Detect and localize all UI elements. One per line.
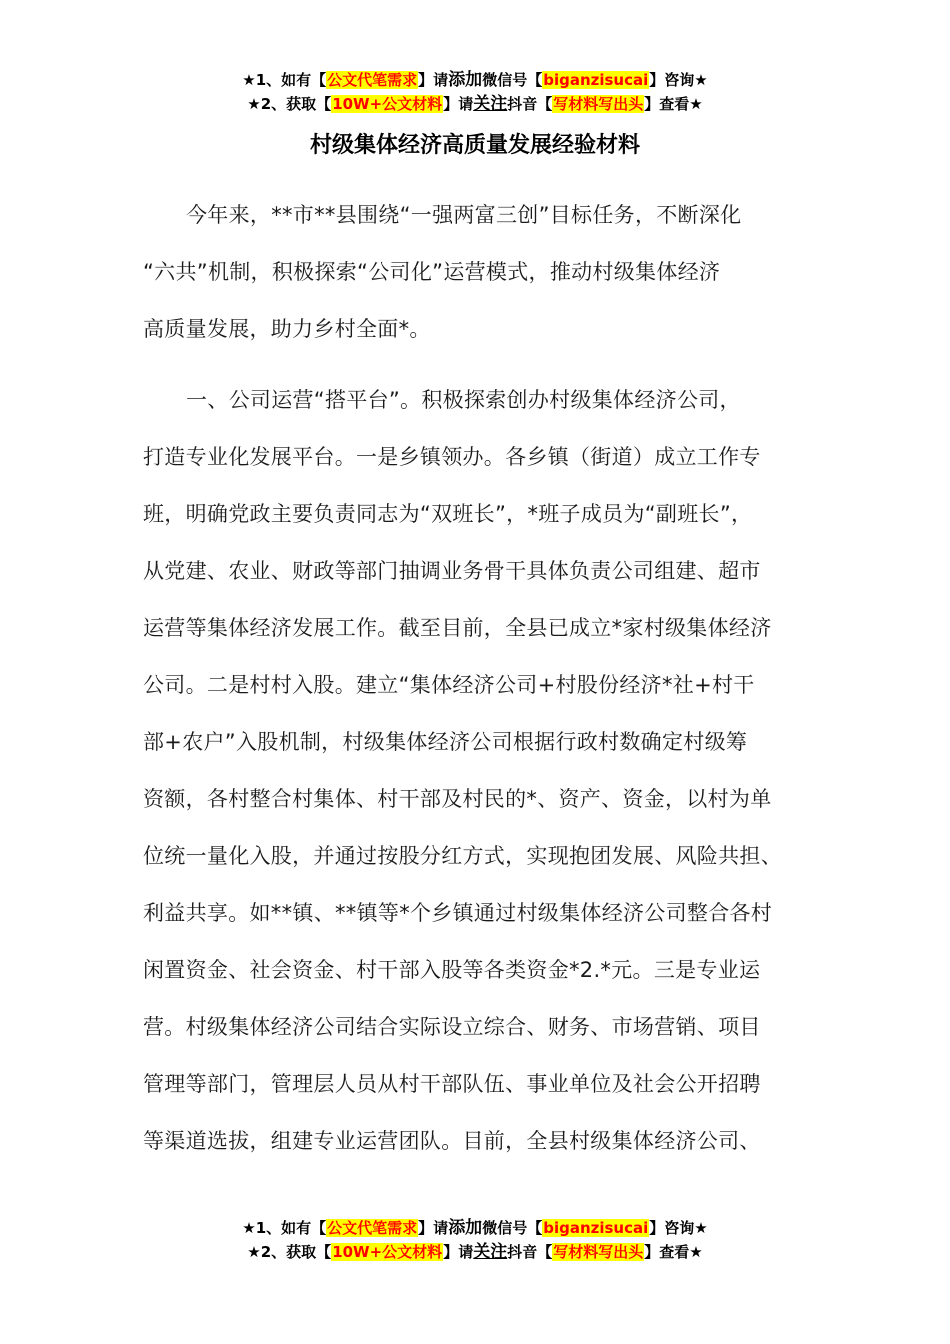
text-line: 今年来，**市**县围绕“一强两富三创”目标任务，不断深化	[186, 203, 742, 227]
banner-text: 微信号【	[482, 1219, 543, 1237]
banner-text: 】咨询★	[649, 71, 708, 89]
banner-text: 】请	[443, 95, 474, 113]
text-line: 部+农户”入股机制，村级集体经济公司根据行政村数确定村级筹	[143, 730, 748, 754]
banner-line-1	[0, 1216, 950, 1240]
banner-text: ★2、获取【	[247, 95, 332, 113]
text-line: 班，明确党政主要负责同志为“双班长”，*班子成员为“副班长”，	[143, 502, 753, 526]
banner-emphasis: 添加	[448, 70, 483, 90]
banner-line-1	[0, 68, 950, 92]
banner-emphasis: 关注	[473, 94, 508, 114]
banner-text: 抖音【	[507, 1243, 553, 1261]
text-line: 一、公司运营“搭平台”。积极探索创办村级集体经济公司，	[186, 388, 741, 412]
text-line: 位统一量化入股，并通过按股分红方式，实现抱团发展、风险共担、	[143, 844, 782, 868]
highlight-douyin-account: 写材料写出头	[553, 1243, 644, 1261]
banner-text: 】请	[443, 1243, 474, 1261]
text-line: 等渠道选拔，组建专业运营团队。目前，全县村级集体经济公司、	[143, 1129, 761, 1153]
text-line: 管理等部门，管理层人员从村干部队伍、事业单位及社会公开招聘	[143, 1072, 761, 1096]
banner-text: ★2、获取【	[247, 1243, 332, 1261]
text-line: 公司。二是村村入股。建立“集体经济公司+村股份经济*社+村干	[143, 673, 755, 697]
document-title: 村级集体经济高质量发展经验材料	[309, 133, 640, 158]
text-line: 运营等集体经济发展工作。截至目前，全县已成立*家村级集体经济	[143, 616, 772, 640]
text-line: 闲置资金、社会资金、村干部入股等各类资金*2.*元。三是专业运	[143, 958, 761, 982]
banner-text: 】请	[418, 1219, 449, 1237]
highlight-wechat-id: biganzisucai	[543, 71, 649, 89]
banner-emphasis: 关注	[473, 1242, 508, 1262]
footer-banner	[0, 1216, 950, 1264]
header-banner	[0, 68, 950, 116]
highlight-wechat-id: biganzisucai	[543, 1219, 649, 1237]
banner-text: 】查看★	[644, 95, 703, 113]
banner-emphasis: 添加	[448, 1218, 483, 1238]
highlight-materials: 10W+公文材料	[332, 95, 443, 113]
text-line: “六共”机制，积极探索“公司化”运营模式，推动村级集体经济	[143, 260, 721, 284]
highlight-materials: 10W+公文材料	[332, 1243, 443, 1261]
banner-text: 】咨询★	[649, 1219, 708, 1237]
text-line: 利益共享。如**镇、**镇等*个乡镇通过村级集体经济公司整合各村	[143, 901, 773, 925]
banner-line-2	[0, 92, 950, 116]
text-line: 营。村级集体经济公司结合实际设立综合、财务、市场营销、项目	[143, 1015, 761, 1039]
text-line: 高质量发展，助力乡村全面*。	[143, 317, 431, 341]
banner-text: 】查看★	[644, 1243, 703, 1261]
banner-text: 】请	[418, 71, 449, 89]
highlight-douyin-account: 写材料写出头	[553, 95, 644, 113]
highlight-service: 公文代笔需求	[327, 71, 418, 89]
paragraph-gap	[143, 358, 807, 372]
banner-text: ★1、如有【	[242, 1219, 327, 1237]
document-body	[143, 187, 807, 1170]
text-line: 从党建、农业、财政等部门抽调业务骨干具体负责公司组建、超市	[143, 559, 761, 583]
banner-text: 抖音【	[507, 95, 553, 113]
paragraph-intro	[143, 187, 807, 358]
text-line: 资额，各村整合村集体、村干部及村民的*、资产、资金，以村为单	[143, 787, 772, 811]
text-line: 打造专业化发展平台。一是乡镇领办。各乡镇（街道）成立工作专	[143, 445, 761, 469]
paragraph-section-1	[143, 372, 807, 1170]
banner-line-2	[0, 1240, 950, 1264]
banner-text: 微信号【	[482, 71, 543, 89]
banner-text: ★1、如有【	[242, 71, 327, 89]
highlight-service: 公文代笔需求	[327, 1219, 418, 1237]
